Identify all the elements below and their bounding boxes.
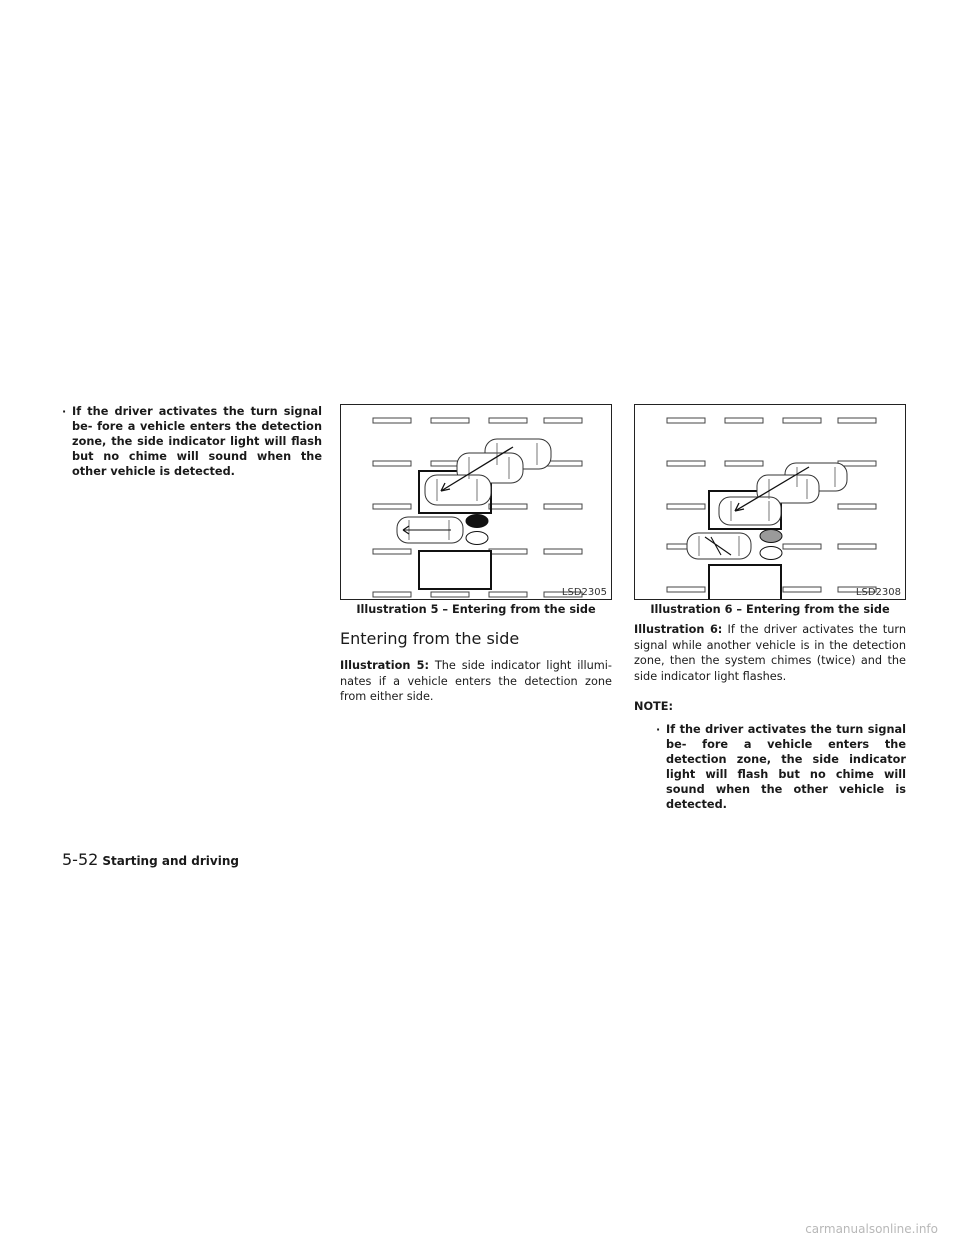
lane-dash bbox=[544, 549, 582, 554]
lane-dash bbox=[431, 592, 469, 597]
lane-dash bbox=[725, 418, 763, 423]
illustration-5 bbox=[340, 404, 612, 600]
lane-dash bbox=[838, 504, 876, 509]
lane-dash bbox=[489, 549, 527, 554]
left-column bbox=[62, 404, 322, 479]
vehicle bbox=[425, 475, 491, 505]
chime-indicator-off bbox=[466, 532, 488, 545]
lane-dash bbox=[544, 504, 582, 509]
section-title: Entering from the side bbox=[340, 629, 520, 648]
note-heading: NOTE: bbox=[634, 700, 673, 713]
chime-indicator bbox=[760, 547, 782, 560]
detection-zone-lower bbox=[709, 565, 781, 599]
illustration-6 bbox=[634, 404, 906, 600]
lane-dash bbox=[725, 461, 763, 466]
illustration-6-caption: Illustration 6 – Entering from the side bbox=[650, 603, 890, 616]
lane-dash bbox=[667, 461, 705, 466]
illustration-6-text: If the driver activates the turn signal while another vehicle is in the detection zone, then the system chimes (twice) and the side indicator light flashes. bbox=[634, 623, 906, 683]
lane-dash bbox=[373, 549, 411, 554]
bullet-marker: · bbox=[656, 723, 661, 736]
lane-dash bbox=[667, 418, 705, 423]
illustration-5-drawing bbox=[341, 405, 611, 599]
own-vehicle bbox=[687, 533, 751, 559]
lane-dash bbox=[489, 592, 527, 597]
side-indicator-light-on bbox=[466, 515, 488, 528]
detection-zone-lower bbox=[419, 551, 491, 589]
illustration-5-caption: Illustration 5 – Entering from the side bbox=[356, 603, 596, 616]
illustration-5-text: The side indicator light illumi- nates if a vehicle enters the detection zone from either side. bbox=[340, 659, 612, 703]
lane-dash bbox=[838, 418, 876, 423]
lane-dash bbox=[783, 544, 821, 549]
bullet-marker: · bbox=[62, 405, 67, 418]
illustration-6-label: Illustration 6: bbox=[634, 623, 723, 636]
lane-dash bbox=[544, 418, 582, 423]
lane-dash bbox=[373, 592, 411, 597]
middle-column bbox=[340, 404, 612, 705]
lane-dash bbox=[373, 504, 411, 509]
note-text: If the driver activates the turn signal be- fore a vehicle enters the detection zone, the side indicator light will flash but no chime will sound when the other vehicle is detected. bbox=[72, 405, 322, 478]
right-column bbox=[634, 404, 906, 812]
note-list bbox=[634, 722, 906, 812]
lane-dash bbox=[667, 504, 705, 509]
lane-dash bbox=[838, 544, 876, 549]
figure-code: LSD2305 bbox=[561, 587, 607, 598]
lane-dash bbox=[783, 418, 821, 423]
note-bullet-item bbox=[62, 404, 322, 479]
lane-dash bbox=[373, 461, 411, 466]
note-text: If the driver activates the turn signal be- fore a vehicle enters the detection zone, the side indicator light will flash but no chime will sound when the other vehicle is detected. bbox=[666, 723, 906, 811]
illustration-6-description bbox=[634, 622, 906, 684]
illustration-6-drawing bbox=[635, 405, 905, 599]
vehicle bbox=[719, 497, 781, 525]
lane-dash bbox=[489, 418, 527, 423]
lane-dash bbox=[667, 587, 705, 592]
side-indicator-light-flashing bbox=[760, 530, 782, 543]
note-bullet-item bbox=[656, 722, 906, 812]
illustration-5-label: Illustration 5: bbox=[340, 659, 429, 672]
page-footer bbox=[62, 850, 239, 869]
watermark: carmanualsonline.info bbox=[805, 1222, 938, 1236]
figure-code: LSD2308 bbox=[855, 587, 901, 598]
lane-dash bbox=[489, 504, 527, 509]
page-number: 5-52 bbox=[62, 850, 99, 869]
illustration-5-description bbox=[340, 658, 612, 705]
lane-dash bbox=[373, 418, 411, 423]
lane-dash bbox=[783, 587, 821, 592]
lane-dash bbox=[431, 418, 469, 423]
lane-dash bbox=[838, 461, 876, 466]
chapter-title: Starting and driving bbox=[102, 854, 239, 868]
